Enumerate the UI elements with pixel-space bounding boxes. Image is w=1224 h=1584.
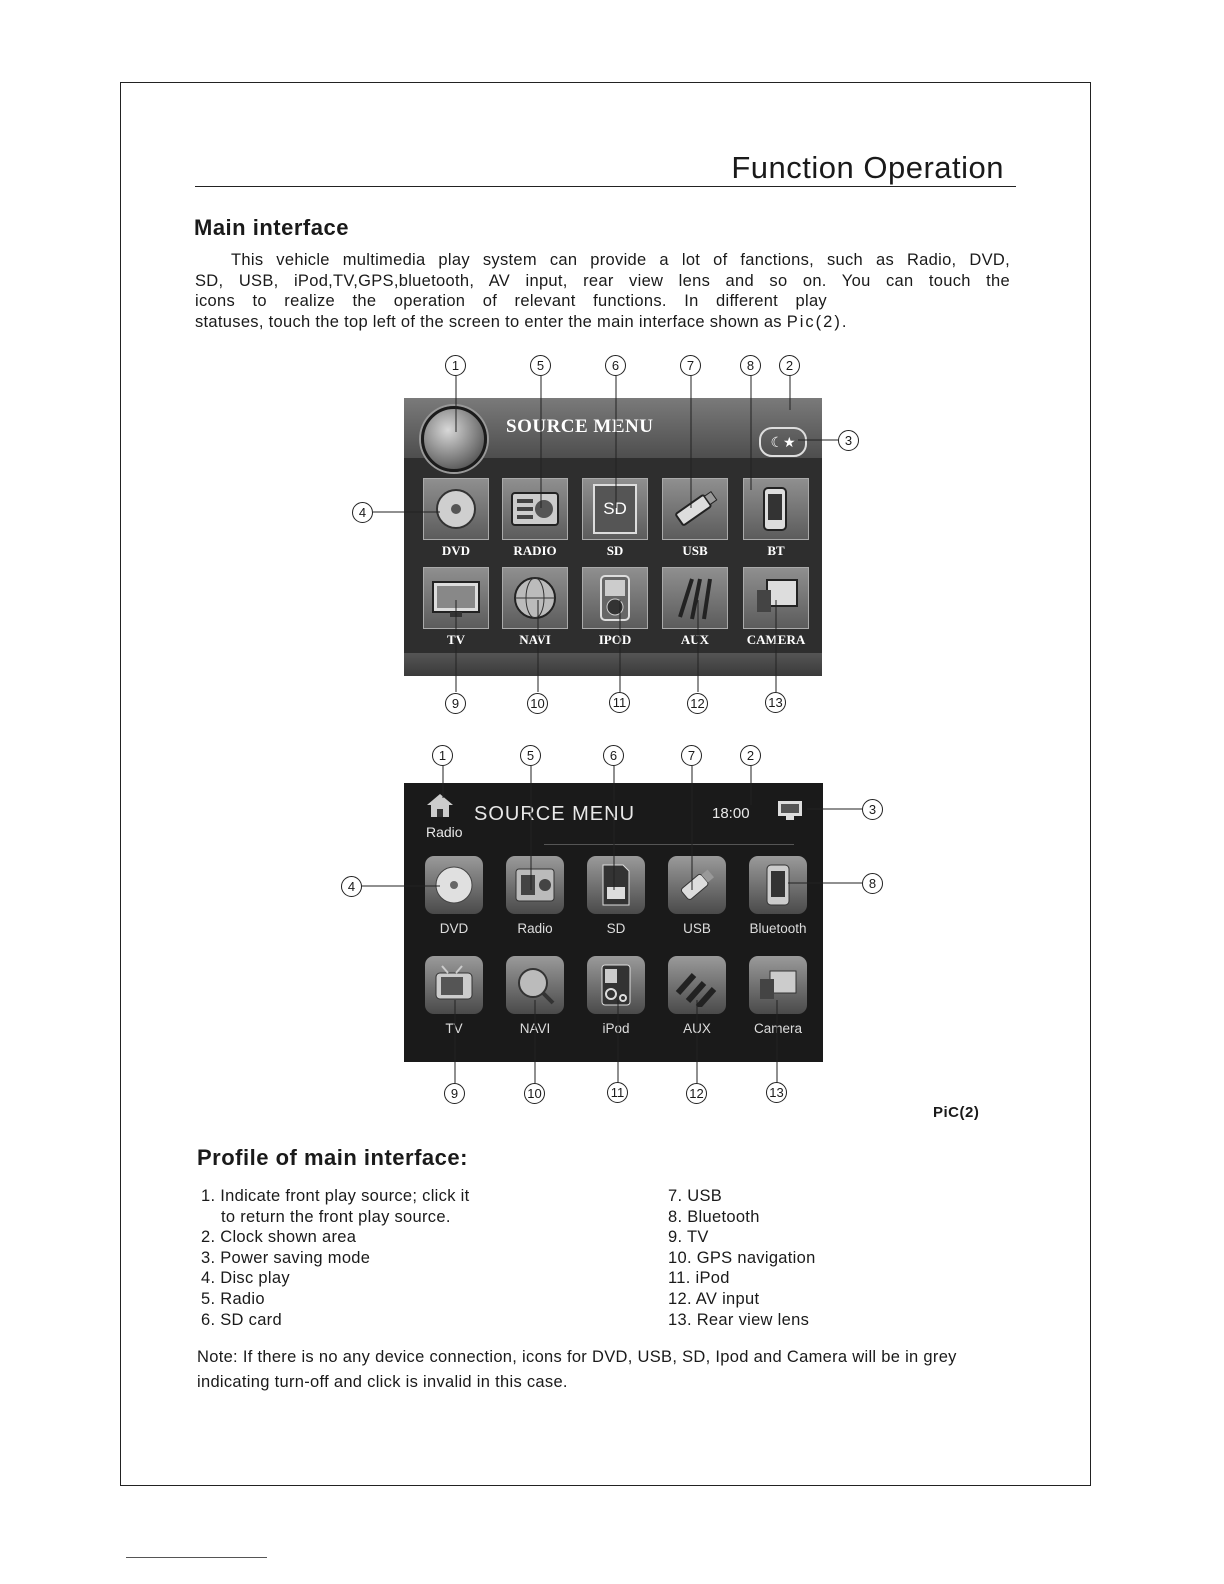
sd-card-icon	[587, 856, 645, 914]
front-source-orb-button[interactable]	[421, 406, 487, 472]
screen1-ipod-button[interactable]	[582, 567, 648, 629]
disc-icon	[425, 856, 483, 914]
intro-line-3: icons to realize the operation of relevant functions. In different play	[195, 292, 827, 311]
tv-icon	[424, 568, 488, 628]
callout-3-b: 3	[862, 799, 883, 820]
callout-6: 6	[605, 355, 626, 376]
profile-item: 12. AV input	[668, 1289, 760, 1308]
screen1-label-dvd: DVD	[441, 543, 471, 558]
profile-list-right	[668, 1186, 816, 1330]
callout-13: 13	[765, 692, 786, 713]
callout-11-b: 11	[607, 1082, 628, 1103]
bluetooth-phone-icon	[749, 856, 807, 914]
screen1-title: SOURCE MENU	[506, 416, 654, 437]
callout-4-b: 4	[341, 876, 362, 897]
screen1-label-navi: NAVI	[519, 632, 551, 647]
profile-heading: Profile of main interface:	[197, 1145, 468, 1170]
screen1-bt-button[interactable]	[743, 478, 809, 540]
screen2-navi-button[interactable]	[506, 956, 564, 1014]
profile-item: 8. Bluetooth	[668, 1207, 760, 1226]
intro-line-1: This vehicle multimedia play system can provide a lot of fanctions, such as Radio, DVD,	[231, 251, 1010, 269]
profile-item: 5. Radio	[201, 1289, 265, 1308]
callout-5: 5	[530, 355, 551, 376]
title-underline	[544, 844, 794, 845]
profile-item: 11. iPod	[668, 1269, 730, 1288]
screen1-camera-button[interactable]	[743, 567, 809, 629]
screen1-navi-button[interactable]	[502, 567, 568, 629]
callout-12: 12	[687, 693, 708, 714]
ipod-icon	[583, 568, 647, 628]
callout-12-b: 12	[686, 1083, 707, 1104]
screen2-label-dvd: DVD	[439, 921, 469, 936]
screen2-label-tv: TV	[445, 1021, 463, 1036]
profile-item: 2. Clock shown area	[201, 1228, 357, 1247]
screen1-label-sd: SD	[606, 543, 624, 558]
screen2-dvd-button[interactable]	[425, 856, 483, 914]
callout-2: 2	[779, 355, 800, 376]
screen2-label-radio: Radio	[517, 921, 553, 936]
main-interface-heading: Main interface	[194, 215, 349, 240]
screen2-label-camera: Camera	[753, 1021, 802, 1036]
screen2-tv-button[interactable]	[425, 956, 483, 1014]
monitor-icon[interactable]	[776, 799, 804, 828]
profile-item-continuation: to return the front play source.	[221, 1207, 451, 1226]
intro-line-4	[195, 312, 1010, 333]
screen2-title: SOURCE MENU	[474, 803, 636, 825]
footer-rule	[126, 1557, 267, 1558]
screen2-label-usb: USB	[683, 921, 711, 936]
callout-7-b: 7	[681, 745, 702, 766]
intro-line-2: SD, USB, iPod,TV,GPS,bluetooth, AV input, rear view lens and so on. You can touch the	[195, 271, 1010, 290]
callout-10: 10	[527, 693, 548, 714]
screen1-bottom-bar	[404, 653, 822, 676]
radio-icon	[503, 479, 567, 539]
screen1-dvd-button[interactable]	[423, 478, 489, 540]
callout-9-b: 9	[444, 1083, 465, 1104]
screen2-label-bluetooth: Bluetooth	[749, 921, 807, 936]
radio-icon	[506, 856, 564, 914]
figure-caption: PiC(2)	[933, 1104, 980, 1121]
page-header	[195, 150, 1016, 187]
screen2-camera-button[interactable]	[749, 956, 807, 1014]
profile-item: 9. TV	[668, 1228, 709, 1247]
globe-icon	[506, 956, 564, 1014]
power-saving-button[interactable]	[759, 427, 807, 457]
screen1-label-bt: BT	[767, 543, 785, 558]
pic-reference: Pic(2)	[786, 313, 842, 332]
screen2-usb-button[interactable]	[668, 856, 726, 914]
screen2-radio-button[interactable]	[506, 856, 564, 914]
callout-1: 1	[445, 355, 466, 376]
intro-period: .	[841, 313, 847, 332]
screen2-sd-button[interactable]	[587, 856, 645, 914]
callout-10-b: 10	[524, 1083, 545, 1104]
screen1-label-tv: TV	[446, 632, 466, 647]
note-paragraph: Note: If there is no any device connection, icons for DVD, USB, SD, Ipod and Camera will be in grey indicating turn-off and click is invalid in this case.	[197, 1348, 957, 1391]
screen1-tv-button[interactable]	[423, 567, 489, 629]
bluetooth-phone-icon	[744, 479, 808, 539]
intro-paragraph	[195, 250, 1010, 333]
screen2-label-sd: SD	[606, 921, 626, 936]
camera-icon	[749, 956, 807, 1014]
profile-item: 7. USB	[668, 1187, 723, 1205]
disc-icon	[424, 479, 488, 539]
screen1-label-ipod: IPOD	[598, 632, 632, 647]
sd-card-icon: SD	[583, 479, 647, 539]
usb-icon	[663, 479, 727, 539]
clock-display: 18:00	[712, 805, 750, 822]
globe-icon	[503, 568, 567, 628]
profile-item: 1. Indicate front play source; click it	[201, 1187, 470, 1205]
current-source-label: Radio	[426, 824, 463, 840]
screen1-aux-button[interactable]	[662, 567, 728, 629]
page-title: Function Operation	[731, 150, 1004, 185]
screen2-label-aux: AUX	[683, 1021, 711, 1036]
screen1-label-camera: CAMERA	[746, 632, 806, 647]
camera-icon	[744, 568, 808, 628]
profile-list-left	[201, 1186, 469, 1330]
screen1-sd-button[interactable]	[582, 478, 648, 540]
aux-cable-icon	[663, 568, 727, 628]
usb-icon	[668, 856, 726, 914]
callout-8-b: 8	[862, 873, 883, 894]
callout-2-b: 2	[740, 745, 761, 766]
screen1-label-radio: RADIO	[513, 543, 557, 558]
tv-icon	[425, 956, 483, 1014]
callout-13-b: 13	[766, 1082, 787, 1103]
screen1-usb-button[interactable]	[662, 478, 728, 540]
moon-icon: ☾★	[770, 434, 796, 450]
callout-6-b: 6	[603, 745, 624, 766]
callout-9: 9	[445, 693, 466, 714]
callout-7: 7	[680, 355, 701, 376]
aux-cable-icon	[668, 956, 726, 1014]
intro-line-4-text: statuses, touch the top left of the screen to enter the main interface shown as	[195, 313, 782, 332]
profile-item: 4. Disc play	[201, 1269, 290, 1288]
screen2-bluetooth-button[interactable]	[749, 856, 807, 914]
profile-item: 13. Rear view lens	[668, 1310, 810, 1329]
ipod-icon	[587, 956, 645, 1014]
callout-4: 4	[352, 502, 373, 523]
callout-11: 11	[609, 692, 630, 713]
callout-1-b: 1	[432, 745, 453, 766]
profile-item: 3. Power saving mode	[201, 1248, 371, 1267]
screen1-label-aux: AUX	[680, 632, 710, 647]
screen1-label-usb: USB	[682, 543, 708, 558]
screen1-radio-button[interactable]	[502, 478, 568, 540]
screen2-label-ipod: iPod	[602, 1021, 630, 1036]
profile-item: 10. GPS navigation	[668, 1248, 816, 1267]
home-icon[interactable]	[426, 792, 454, 823]
callout-5-b: 5	[520, 745, 541, 766]
callout-8: 8	[740, 355, 761, 376]
screen2-label-navi: NAVI	[519, 1021, 551, 1036]
screen2-ipod-button[interactable]	[587, 956, 645, 1014]
screen2-aux-button[interactable]	[668, 956, 726, 1014]
source-menu-screen-new	[404, 783, 823, 1062]
callout-3: 3	[838, 430, 859, 451]
profile-item: 6. SD card	[201, 1310, 282, 1329]
source-menu-screen-old	[404, 398, 822, 676]
